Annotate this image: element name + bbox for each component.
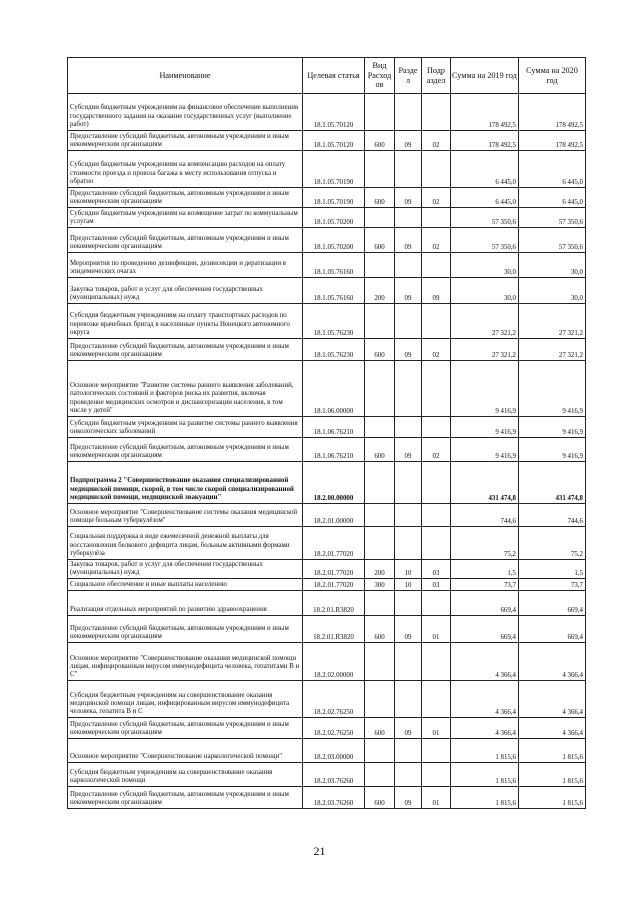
cell-subsection: [422, 591, 451, 616]
cell-sum-2019: 1 815,6: [451, 787, 519, 809]
cell-name: Основное мероприятие "Совершенствование оказания медицинской помощи лицам, инфицированным вирусом иммунодефицита человека, гепатитами В и С": [68, 643, 303, 681]
cell-subsection: 01: [422, 616, 451, 643]
cell-name: Предоставление субсидий бюджетным, автономным учреждениям и иным некоммерческим организациям: [68, 438, 303, 462]
cell-subsection: [422, 739, 451, 763]
cell-expense-type: 600: [365, 787, 395, 809]
cell-target-article: 18.1.05.70190: [303, 151, 365, 188]
cell-target-article: 18.1.05.70200: [303, 208, 365, 228]
cell-name: Социальное обеспечение и иные выплаты населению: [68, 579, 303, 591]
table-row: [68, 504, 586, 527]
cell-sum-2019: 4 366,4: [451, 681, 519, 718]
cell-sum-2020: 744,6: [519, 504, 586, 527]
header-subsection: Подр аздел: [422, 58, 451, 94]
cell-sum-2019: 1,5: [451, 560, 519, 579]
cell-subsection: [422, 763, 451, 787]
cell-target-article: 18.1.05.70190: [303, 188, 365, 208]
cell-expense-type: 200: [365, 560, 395, 579]
cell-target-article: 18.1.05.76160: [303, 278, 365, 304]
table-body: [68, 94, 586, 809]
cell-expense-type: 200: [365, 278, 395, 304]
table-row: [68, 787, 586, 809]
cell-sum-2020: 6 445,0: [519, 151, 586, 188]
cell-target-article: 18.2.01.77020: [303, 579, 365, 591]
cell-target-article: 18.1.06.76210: [303, 438, 365, 462]
cell-expense-type: [365, 94, 395, 131]
cell-sum-2019: 75,2: [451, 527, 519, 560]
cell-target-article: 18.1.05.70120: [303, 94, 365, 131]
cell-expense-type: 600: [365, 339, 395, 361]
table-header-row: [68, 58, 586, 94]
cell-expense-type: [365, 643, 395, 681]
cell-expense-type: [365, 591, 395, 616]
table-row: [68, 304, 586, 339]
cell-subsection: 01: [422, 787, 451, 809]
table-row: [68, 739, 586, 763]
cell-name: Закупка товаров, работ и услуг для обеспечения государственных (муниципальных) нужд: [68, 560, 303, 579]
cell-name: Предоставление субсидий бюджетным, автономным учреждениям и иным некоммерческим организациям: [68, 131, 303, 151]
cell-section: [395, 527, 422, 560]
cell-section: [395, 94, 422, 131]
cell-sum-2020: 1 815,6: [519, 787, 586, 809]
table-row: [68, 417, 586, 438]
cell-section: 09: [395, 188, 422, 208]
cell-expense-type: 300: [365, 579, 395, 591]
cell-sum-2019: 431 474,8: [451, 462, 519, 504]
cell-sum-2019: 57 350,6: [451, 228, 519, 253]
cell-name: Субсидии бюджетным учреждениям на возмещение затрат по коммунальным услугам: [68, 208, 303, 228]
cell-subsection: 02: [422, 339, 451, 361]
cell-sum-2019: 4 366,4: [451, 643, 519, 681]
cell-target-article: 18.2.02.76250: [303, 718, 365, 739]
cell-sum-2020: 4 366,4: [519, 681, 586, 718]
cell-name: Предоставление субсидий бюджетным, автономным учреждениям и иным некоммерческим организациям: [68, 188, 303, 208]
cell-subsection: 02: [422, 438, 451, 462]
cell-section: [395, 643, 422, 681]
cell-target-article: 18.1.05.76160: [303, 253, 365, 278]
cell-sum-2020: 4 366,4: [519, 643, 586, 681]
table-row: [68, 681, 586, 718]
cell-subsection: [422, 361, 451, 417]
table-row: [68, 253, 586, 278]
cell-expense-type: [365, 151, 395, 188]
cell-sum-2019: 30,0: [451, 278, 519, 304]
table-row: [68, 560, 586, 579]
cell-subsection: [422, 94, 451, 131]
cell-name: Социальная поддержка в виде ежемесячной денежной выплаты для восстановления белкового дефицита лицам, больным активными формами туберкулёза: [68, 527, 303, 560]
cell-section: 10: [395, 579, 422, 591]
cell-sum-2019: 6 445,0: [451, 188, 519, 208]
cell-expense-type: [365, 361, 395, 417]
cell-sum-2020: 431 474,8: [519, 462, 586, 504]
table-row: [68, 94, 586, 131]
header-name: Наименование: [68, 58, 303, 94]
cell-sum-2020: 4 366,4: [519, 718, 586, 739]
table-row: [68, 643, 586, 681]
cell-subsection: 02: [422, 188, 451, 208]
cell-expense-type: 600: [365, 616, 395, 643]
table-row: [68, 131, 586, 151]
cell-section: [395, 591, 422, 616]
cell-sum-2019: 73,7: [451, 579, 519, 591]
cell-name: Субсидия бюджетным учреждениям на совершенствование оказания наркологической помощи: [68, 763, 303, 787]
cell-name: Предоставление субсидий бюджетным, автономным учреждениям и иным некоммерческим организациям: [68, 228, 303, 253]
cell-target-article: 18.2.03.00000: [303, 739, 365, 763]
cell-expense-type: [365, 527, 395, 560]
cell-section: 09: [395, 339, 422, 361]
cell-sum-2020: 75,2: [519, 527, 586, 560]
table-row: [68, 527, 586, 560]
cell-subsection: [422, 643, 451, 681]
cell-expense-type: [365, 681, 395, 718]
cell-section: [395, 504, 422, 527]
cell-sum-2020: 27 321,2: [519, 339, 586, 361]
header-sum-2019: Сумма на 2019 год: [451, 58, 519, 94]
cell-target-article: 18.2.01.R3820: [303, 616, 365, 643]
cell-sum-2020: 669,4: [519, 616, 586, 643]
table-row: [68, 718, 586, 739]
cell-sum-2020: 73,7: [519, 579, 586, 591]
cell-sum-2020: 9 416,9: [519, 417, 586, 438]
cell-expense-type: [365, 417, 395, 438]
cell-expense-type: [365, 253, 395, 278]
cell-name: Мероприятия по проведению дезинфекции, дезинсекции и дератизации в эпидемических очагах: [68, 253, 303, 278]
cell-sum-2020: 178 492,5: [519, 131, 586, 151]
cell-sum-2019: 178 492,5: [451, 131, 519, 151]
budget-table: [67, 57, 586, 809]
cell-name: Субсидия бюджетным учреждениям на совершенствование оказания медицинской помощи лицам, инфицированным вирусом иммунодефицита человека, гепатита В и С: [68, 681, 303, 718]
cell-sum-2020: 1,5: [519, 560, 586, 579]
table-row: [68, 462, 586, 504]
cell-subsection: 03: [422, 560, 451, 579]
cell-section: [395, 739, 422, 763]
cell-name: Основное мероприятие "Совершенствование наркологической помощи": [68, 739, 303, 763]
header-expense-type: Вид Расход ов: [365, 58, 395, 94]
table-row: [68, 438, 586, 462]
cell-subsection: [422, 304, 451, 339]
cell-sum-2019: 4 366,4: [451, 718, 519, 739]
cell-section: [395, 361, 422, 417]
cell-sum-2020: 1 815,6: [519, 763, 586, 787]
cell-expense-type: [365, 739, 395, 763]
cell-sum-2019: 9 416,9: [451, 438, 519, 462]
cell-expense-type: 600: [365, 228, 395, 253]
cell-target-article: 18.1.06.00000: [303, 361, 365, 417]
header-section: Разде л: [395, 58, 422, 94]
table-row: [68, 278, 586, 304]
cell-name: Подпрограмма 2 "Совершенствование оказания специализированной медицинской помощи, скорой, в том числе скорой специализированной медицинской помощи, медицинской эвакуации": [68, 462, 303, 504]
cell-section: [395, 462, 422, 504]
cell-sum-2020: 57 350,6: [519, 228, 586, 253]
cell-sum-2020: 1 815,6: [519, 739, 586, 763]
cell-target-article: 18.2.00.00000: [303, 462, 365, 504]
cell-sum-2020: 9 416,9: [519, 438, 586, 462]
cell-section: [395, 208, 422, 228]
cell-section: 09: [395, 718, 422, 739]
cell-subsection: [422, 253, 451, 278]
cell-expense-type: [365, 462, 395, 504]
table-row: [68, 591, 586, 616]
cell-sum-2019: 57 350,6: [451, 208, 519, 228]
cell-expense-type: 600: [365, 188, 395, 208]
cell-expense-type: 600: [365, 131, 395, 151]
cell-name: Предоставление субсидий бюджетным, автономным учреждениям и иным некоммерческим организациям: [68, 787, 303, 809]
cell-target-article: 18.2.01.R3820: [303, 591, 365, 616]
cell-section: [395, 417, 422, 438]
cell-expense-type: 600: [365, 438, 395, 462]
cell-section: 09: [395, 228, 422, 253]
cell-subsection: [422, 527, 451, 560]
cell-sum-2019: 30,0: [451, 253, 519, 278]
cell-expense-type: [365, 304, 395, 339]
cell-subsection: 02: [422, 228, 451, 253]
table-row: [68, 208, 586, 228]
table-row: [68, 339, 586, 361]
cell-subsection: [422, 417, 451, 438]
cell-target-article: 18.1.06.76210: [303, 417, 365, 438]
cell-section: 09: [395, 278, 422, 304]
cell-sum-2020: 27 321,2: [519, 304, 586, 339]
table-row: [68, 228, 586, 253]
cell-section: 09: [395, 131, 422, 151]
cell-name: Субсидия бюджетным учреждениям на оплату транспортных расходов по перевозке врачебных бригад в населенные пункты Ненецкого автономного округа: [68, 304, 303, 339]
cell-target-article: 18.2.02.00000: [303, 643, 365, 681]
cell-subsection: 02: [422, 131, 451, 151]
cell-target-article: 18.2.02.76250: [303, 681, 365, 718]
cell-target-article: 18.2.01.00000: [303, 504, 365, 527]
cell-sum-2019: 6 445,0: [451, 151, 519, 188]
cell-name: Предоставление субсидий бюджетным, автономным учреждениям и иным некоммерческим организациям: [68, 718, 303, 739]
cell-subsection: [422, 151, 451, 188]
cell-target-article: 18.2.03.76260: [303, 763, 365, 787]
cell-name: Субсидии бюджетным учреждениям на компенсацию расходов на оплату стоимости проезда и провоза багажа к месту использования отпуска и обратно: [68, 151, 303, 188]
page-number: 21: [313, 844, 326, 858]
cell-sum-2020: 178 492,5: [519, 94, 586, 131]
cell-expense-type: [365, 504, 395, 527]
budget-table-sheet: [67, 57, 585, 809]
cell-section: [395, 151, 422, 188]
cell-sum-2019: 178 492,5: [451, 94, 519, 131]
cell-name: Основное мероприятие "Совершенствование системы оказания медицинской помощи больным туберкулёзом": [68, 504, 303, 527]
cell-name: Предоставление субсидий бюджетным, автономным учреждениям и иным некоммерческим организациям: [68, 339, 303, 361]
cell-name: Основное мероприятие "Развитие системы раннего выявления заболеваний, патологических состояний и факторов риска их развития, включая проведение медицинских осмотров и диспансеризации населения, в том числе у детей": [68, 361, 303, 417]
cell-sum-2020: 6 445,0: [519, 188, 586, 208]
cell-sum-2020: 30,0: [519, 253, 586, 278]
cell-sum-2020: 669,4: [519, 591, 586, 616]
cell-name: Субсидии бюджетным учреждениям на финансовое обеспечение выполнения государственного задания на оказание государственных услуг (выполнение работ): [68, 94, 303, 131]
cell-sum-2019: 744,6: [451, 504, 519, 527]
cell-name: Предоставление субсидий бюджетным, автономным учреждениям и иным некоммерческим организациям: [68, 616, 303, 643]
table-row: [68, 361, 586, 417]
cell-subsection: [422, 681, 451, 718]
table-row: [68, 151, 586, 188]
cell-subsection: 09: [422, 278, 451, 304]
cell-section: [395, 304, 422, 339]
cell-section: [395, 681, 422, 718]
cell-target-article: 18.2.01.77020: [303, 527, 365, 560]
cell-section: [395, 763, 422, 787]
cell-target-article: 18.1.05.76230: [303, 339, 365, 361]
cell-sum-2019: 1 815,6: [451, 763, 519, 787]
cell-target-article: 18.2.01.77020: [303, 560, 365, 579]
cell-subsection: [422, 462, 451, 504]
table-row: [68, 188, 586, 208]
cell-name: Реализация отдельных мероприятий по развитию здравоохранения: [68, 591, 303, 616]
cell-section: 09: [395, 616, 422, 643]
cell-sum-2019: 9 416,9: [451, 417, 519, 438]
table-row: [68, 579, 586, 591]
cell-sum-2020: 9 416,9: [519, 361, 586, 417]
cell-expense-type: [365, 763, 395, 787]
cell-subsection: 03: [422, 579, 451, 591]
cell-sum-2019: 9 416,9: [451, 361, 519, 417]
cell-sum-2019: 27 321,2: [451, 304, 519, 339]
cell-sum-2019: 27 321,2: [451, 339, 519, 361]
cell-sum-2020: 57 350,6: [519, 208, 586, 228]
header-target-article: Целевая статья: [303, 58, 365, 94]
cell-target-article: 18.2.03.76260: [303, 787, 365, 809]
cell-subsection: [422, 208, 451, 228]
cell-section: [395, 253, 422, 278]
cell-target-article: 18.1.05.70200: [303, 228, 365, 253]
cell-name: Закупка товаров, работ и услуг для обеспечения государственных (муниципальных) нужд: [68, 278, 303, 304]
cell-section: 10: [395, 560, 422, 579]
cell-name: Субсидии бюджетным учреждениям на развитие системы раннего выявления онкологических заболеваний: [68, 417, 303, 438]
cell-section: 09: [395, 787, 422, 809]
cell-target-article: 18.1.05.70120: [303, 131, 365, 151]
cell-sum-2019: 669,4: [451, 591, 519, 616]
table-row: [68, 616, 586, 643]
header-sum-2020: Сумма на 2020 год: [519, 58, 586, 94]
cell-subsection: 01: [422, 718, 451, 739]
cell-expense-type: [365, 208, 395, 228]
table-row: [68, 763, 586, 787]
cell-section: 09: [395, 438, 422, 462]
cell-expense-type: 600: [365, 718, 395, 739]
cell-subsection: [422, 504, 451, 527]
cell-target-article: 18.1.05.76230: [303, 304, 365, 339]
cell-sum-2020: 30,0: [519, 278, 586, 304]
cell-sum-2019: 1 815,6: [451, 739, 519, 763]
cell-sum-2019: 669,4: [451, 616, 519, 643]
